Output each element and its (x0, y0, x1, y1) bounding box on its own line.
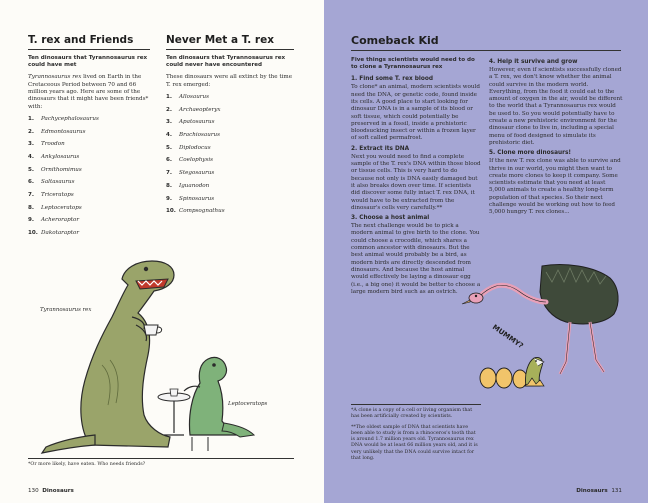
friends-list (28, 116, 150, 243)
list-item: 5. Diplodocus (166, 144, 211, 151)
never-met-list (166, 94, 294, 221)
leptoceratops-icon (184, 357, 254, 437)
never-met-intro: These dinosaurs were all extinct by the time T. rex emerged: (166, 74, 292, 88)
list-item: 3. Troodon (28, 141, 65, 148)
step-2-heading: 2. Extract its DNA (351, 145, 410, 152)
ostrich-icon (462, 265, 618, 375)
step-5-body: If the new T. rex clone was able to survive and thrive in our world, you might then want to create more clones to keep it company. Some scientists estimate that you need at least 5,000 animals to create a healthy long-term population of that species. So their next challenge would be working out how to feed 5,000 hungry T. rex clones... (489, 158, 621, 216)
mummy-speech: MUMMY? (490, 323, 525, 351)
comeback-kid-header (351, 34, 621, 56)
step-3-heading: 3. Choose a host animal (351, 215, 430, 222)
right-folio (576, 488, 622, 494)
trex-icon (42, 261, 174, 453)
list-item: 4. Brachiosaurus (166, 132, 220, 139)
list-item: 7. Stegosaurus (166, 170, 215, 177)
list-item: 8. Leptoceratops (28, 204, 82, 211)
page-number: 130 (28, 488, 39, 494)
list-item: 7. Triceratops (28, 192, 74, 199)
baby-trex-icon (524, 357, 544, 386)
right-footnotes (351, 404, 481, 462)
step-1-heading: 1. Find some T. rex blood (351, 76, 434, 83)
list-item: 6. Coelophysis (166, 157, 213, 164)
section-title: Dinosaurs (576, 488, 608, 494)
list-item: 6. Saltasaurus (28, 179, 75, 186)
comeback-kid-heading: Comeback Kid (351, 34, 621, 51)
trex-friends-heading: T. rex and Friends (28, 34, 150, 50)
ostrich-eggs-illustration (454, 262, 624, 402)
table-icon (158, 389, 190, 435)
comeback-col-right (489, 57, 623, 220)
list-item: 10. Dakotaraptor (28, 230, 80, 237)
left-folio (28, 488, 74, 494)
list-item: 4. Ankylosaurus (28, 153, 80, 160)
list-item: 5. Ornithomimus (28, 166, 82, 173)
comeback-subheading: Five things scientists would need to do to clone a Tyrannosaurus rex (351, 57, 475, 71)
leptoceratops-caption: Leptoceratops (228, 401, 268, 407)
list-item: 2. Edmontosaurus (28, 128, 86, 135)
eggs-icon (480, 368, 527, 388)
list-item: 9. Acheroraptor (28, 217, 80, 224)
never-met-column (166, 34, 294, 221)
never-met-heading: Never Met a T. rex (166, 34, 294, 50)
trex-caption: Tyrannosaurus rex (40, 307, 92, 313)
trex-friends-column (28, 34, 150, 243)
list-item: 3. Apatosaurus (166, 119, 215, 126)
list-item: 9. Spinosaurus (166, 195, 215, 202)
step-3-body: The next challenge would be to pick a modern animal to give birth to the clone. You could choose a crocodile, which shares a common ancestor with dinosaurs. But the best animal would probably be a bird, as modern birds are directly descended from dinosaurs. And because the host animal would effectively be laying a dinosaur egg (i.e., a big one) it would be better to choose a large modern bird such as an ostrich. (351, 223, 481, 295)
page-number: 131 (611, 488, 622, 494)
footnote-clone: *A clone is a copy of a cell or living organism that has been artificially created by scientists. (351, 408, 473, 420)
list-item: 1. Allosaurus (166, 94, 209, 100)
footnote-dna: **The oldest sample of DNA that scientists have been able to study is from a rhinoceros's tooth that is around 1.7 million years old. Tyrannosaurus rex DNA would be at least 66 million years old, and it is very unlikely that the DNA could survive intact for that long. (351, 425, 478, 461)
step-4-body: However, even if scientists successfully cloned a T. rex, we don't know whether the animal could survive in the modern world. Everything, from the food it could eat to the amount of oxygen in the air, would be different to the world that a Tyrannosaurus rex would be used to. So you would potentially have to create a new prehistoric environment for the dinosaur clone to live in, including a special menu of food designed to simulate its prehistoric diet. (489, 67, 623, 146)
step-2-body: Next you would need to find a complete sample of the T. rex's DNA within those blood or tissue cells. This is very hard to do because not only is DNA easily damaged but it also breaks down over time. If scientists did discover some fully intact T. rex DNA, it would have to be extracted from the dinosaur's cells very carefully.** (351, 153, 481, 211)
left-footnote: *Or more likely, have eaten. Who needs friends? (28, 458, 294, 468)
step-5-heading: 5. Clone more dinosaurs! (489, 150, 572, 157)
right-page (324, 0, 648, 503)
list-item: 10. Compsognathus (166, 208, 225, 215)
step-1-body: To clone* an animal, modern scientists would need the DNA, or genetic code, found inside its cells. A good place to start looking for dinosaur DNA is in a sample of its blood or soft tissue, which could potentially be preserved in a fossil, inside a prehistoric bloodsucking insect or within a frozen layer of soft called permafrost. (351, 84, 480, 142)
section-title: Dinosaurs (42, 488, 74, 494)
trex-tea-party-illustration (40, 255, 280, 455)
list-item: 1. Pachycephalosaurus (28, 115, 99, 122)
list-item: 2. Archaeopteryx (166, 106, 221, 113)
list-item: 8. Iguanodon (166, 182, 210, 189)
trex-friends-intro: Tyrannosaurus rex lived on Earth in the Cretaceous Period between 70 and 66 million years ago. Here are some of the dinosaurs that it might have been friends* with: (28, 74, 149, 110)
step-4-heading: 4. Help it survive and grow (489, 59, 578, 65)
trex-friends-subheading: Ten dinosaurs that Tyrannosaurus rex could have met (28, 55, 148, 69)
never-met-subheading: Ten dinosaurs that Tyrannosaurus rex could never have encountered (166, 55, 286, 69)
